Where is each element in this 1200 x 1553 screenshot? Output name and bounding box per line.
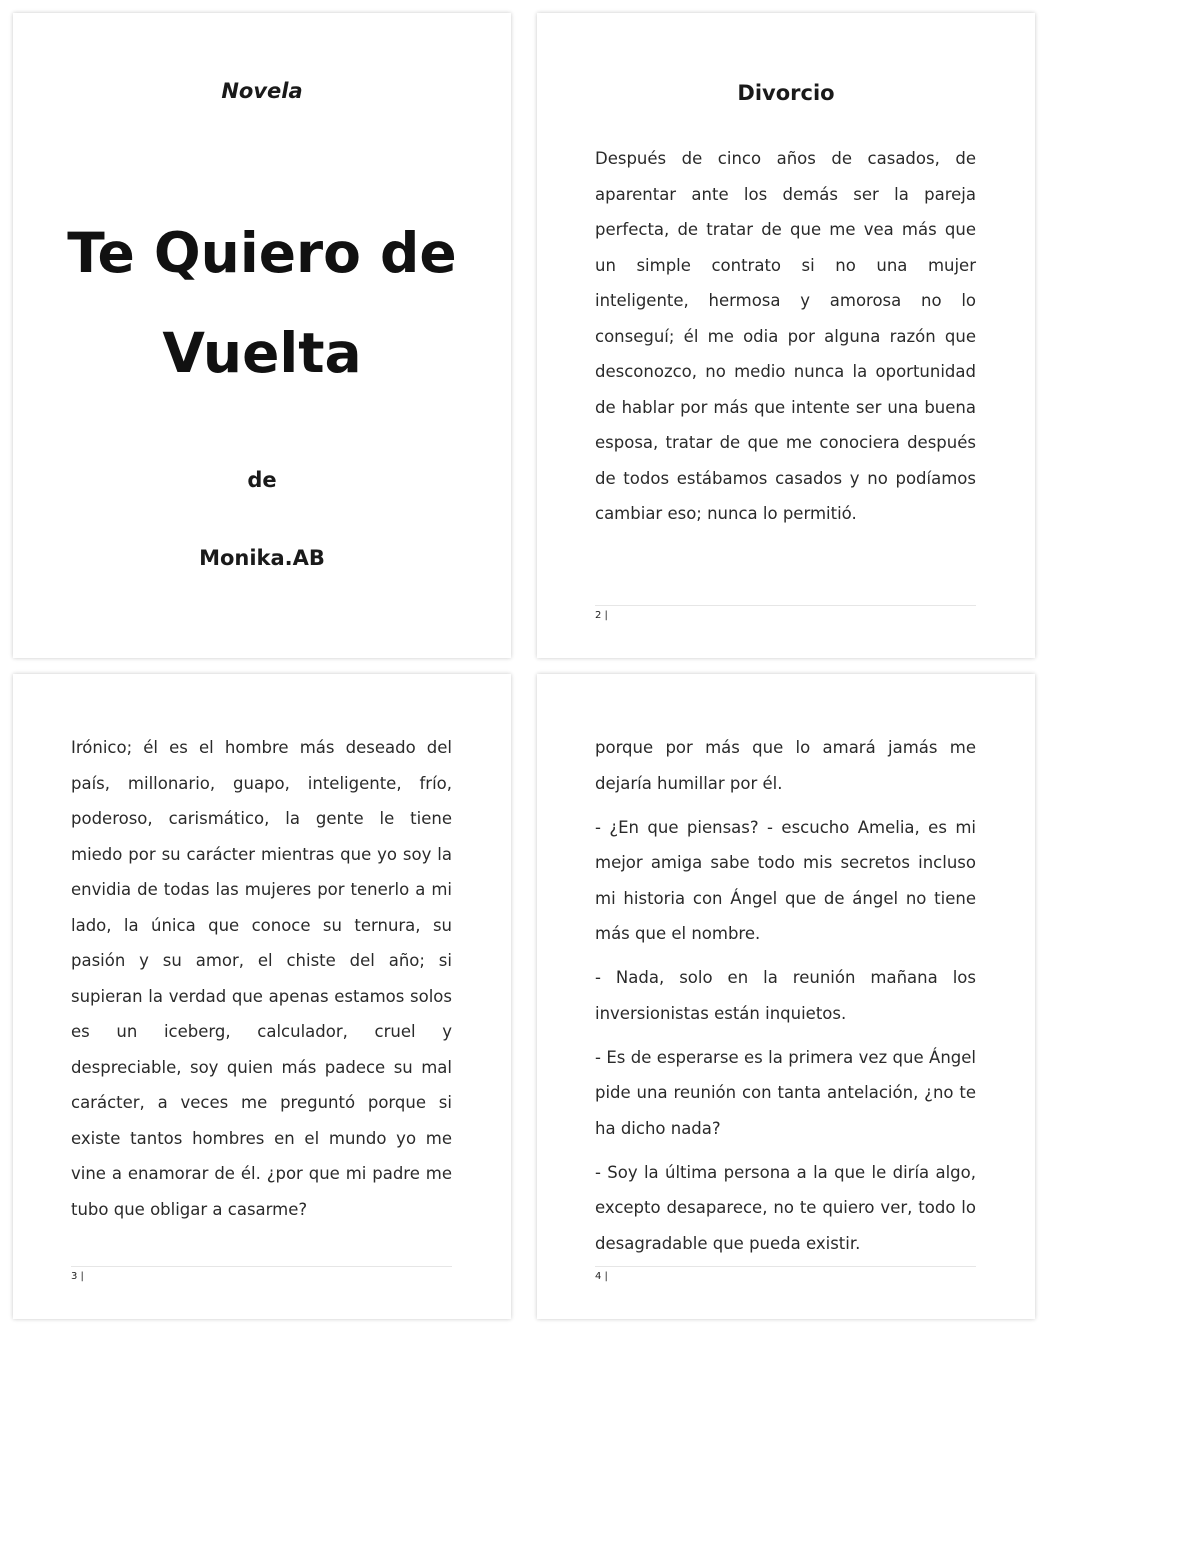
cover-title: Te Quiero de Vuelta xyxy=(67,221,457,385)
page-4 xyxy=(537,674,1035,1319)
footer-divider xyxy=(71,1266,452,1267)
page-2-body-text: Después de cinco años de casados, de aparentar ante los demás ser la pareja perfecta, de tratar de que me vea más que un simple contrato si no una mujer inteligente, hermosa y amorosa no lo conseguí; él me odia por alguna razón que desconozco, no medio nunca la oportunidad de hablar por más que intente ser una buena esposa, tratar de que me conociera después de todos estábamos casados y no podíamos cambiar eso; nunca lo permitió. xyxy=(595,149,976,523)
dialogue-paragraph: - Es de esperarse es la primera vez que Ángel pide una reunión con tanta antelación, ¿no te ha dicho nada? xyxy=(595,1047,976,1138)
cover-author: Monika.AB xyxy=(199,546,325,570)
dialogue-paragraph: - ¿En que piensas? - escucho Amelia, es mi mejor amiga sabe todo mis secretos incluso mi historia con Ángel que de ángel no tiene más que el nombre. xyxy=(595,817,976,943)
page-4-number: 4 | xyxy=(595,1271,608,1282)
dialogue-paragraph: - Soy la última persona a la que le diría algo, excepto desaparece, no te quiero ver, todo lo desagradable que pueda existir. xyxy=(595,1162,976,1253)
chapter-title: Divorcio xyxy=(737,81,835,105)
page-3-number: 3 | xyxy=(71,1271,84,1282)
page-3-body-text: Irónico; él es el hombre más deseado del país, millonario, guapo, inteligente, frío, poderoso, carismático, la gente le tiene miedo por su carácter mientras que yo soy la envidia de todas las mujeres por tenerlo a mi lado, la única que conoce su ternura, su pasión y su amor, el chiste del año; si supieran la verdad que apenas estamos solos es un iceberg, calculador, cruel y despreciable, soy quien más padece su mal carácter, a veces me preguntó porque si existe tantos hombres en el mundo yo me vine a enamorar de él. ¿por que mi padre me tubo que obligar a casarme? xyxy=(71,738,452,1219)
cover-page xyxy=(13,13,511,658)
footer-divider xyxy=(595,1266,976,1267)
footer-divider xyxy=(595,605,976,606)
page-3 xyxy=(13,674,511,1319)
cover-genre-label: Novela xyxy=(221,79,303,103)
paragraph: porque por más que lo amará jamás me dejaría humillar por él. xyxy=(595,738,976,793)
page-2 xyxy=(537,13,1035,658)
cover-by-label: de xyxy=(247,468,277,492)
dialogue-paragraph: - Nada, solo en la reunión mañana los inversionistas están inquietos. xyxy=(595,968,976,1023)
page-2-number: 2 | xyxy=(595,610,608,621)
page-4-body-text xyxy=(595,730,976,1270)
